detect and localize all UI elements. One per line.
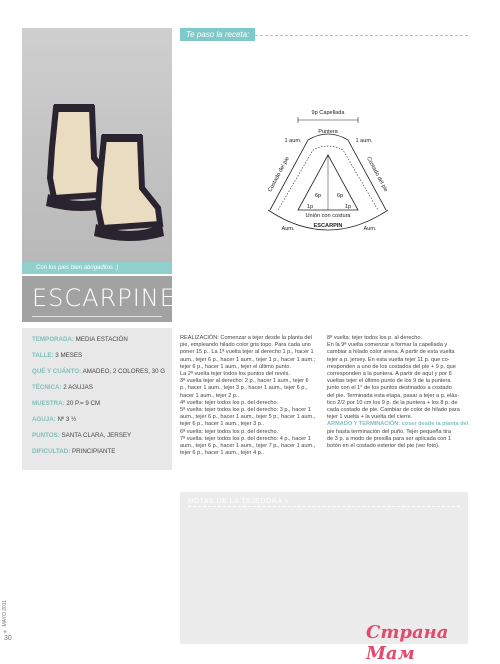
- label-union: Unión con costura: [305, 213, 351, 219]
- label-capellada: 9p Capellada: [311, 110, 345, 116]
- text-line: vueltas tejer el último punto de los 9 de la puntera: [327, 378, 451, 385]
- label-aum-left: 1 aum.: [284, 138, 302, 144]
- text-line: pie hasta terminación del puño. Tejer pequeña tira: [327, 428, 451, 435]
- text-line: REALIZACIÓN: Comenzar a tejer desde la planta del: [180, 335, 312, 341]
- text-line: 6ª vuelta: tejer todos los p. del derecho.: [180, 428, 279, 435]
- notes-title: NOTAS DE LA TEJEDORA »: [188, 498, 289, 505]
- label-aum-bottom-right: Aum.: [363, 226, 377, 232]
- booties-photo: [22, 28, 172, 268]
- text-line: aum., tejer 6 p., hacer 1 aum., tejer 7 p., hacer 1 aum.,: [180, 443, 316, 450]
- watermark-text: Страна Мам: [366, 622, 449, 664]
- text-line: aum., tejer 6 p., hacer 1 aum., tejer 1 p., hacer 1 aum.;: [180, 356, 316, 363]
- label-aum-bottom-left: Aum.: [281, 226, 295, 232]
- text-line: cada costado de pie. Cambiar de color de hilado para: [327, 407, 460, 414]
- photo-caption: Con los pies bien abrigaditos :): [22, 262, 172, 274]
- notes-divider: [188, 506, 460, 507]
- instructions-column-1: [180, 335, 322, 457]
- text-line: botón en el costado exterior del pie (ver foto).: [327, 443, 440, 450]
- text-line: cambiar a hilado color arena. A partir de esta vuelta: [327, 349, 455, 356]
- spec-row: DIFICULTAD: PRINCIPIANTE: [32, 448, 116, 455]
- text-line: tejer 6 p., hacer 1 aum., tejer 3 p..: [180, 421, 264, 428]
- text-line: tejer a p. jersey. En esta vuelta tejer 11 p. que co-: [327, 356, 450, 363]
- header-tab: Te paso la receta:: [180, 28, 255, 41]
- text-line: corresponden a la puntera. A partir de aquí y por 6: [327, 371, 452, 378]
- pattern-diagram: [258, 100, 398, 240]
- booties-illustration: [22, 28, 172, 268]
- page-title: ESCARPINES: [32, 284, 193, 312]
- label-one-right: 1p: [344, 204, 352, 210]
- title-bar: [22, 276, 193, 322]
- label-escarpin: ESCARPIN: [313, 223, 343, 229]
- issue-date: ✈ MAYO 2011: [2, 600, 8, 634]
- spec-row: MUESTRA: 20 P.= 9 CM: [32, 400, 101, 407]
- text-line: del pie. Terminada esta etapa, pasar a tejer a p. elás-: [327, 392, 460, 399]
- text-line: poner 15 p.. La 1ª vuelta tejer al derecho 1 p., hacer 1: [180, 349, 314, 356]
- text-line: 3ª vuelta tejer al derecho: 2 p., hacer 1 aum., tejer 6: [180, 378, 309, 385]
- label-six-left: 6p: [314, 193, 322, 199]
- text-line: 5ª vuelta: tejer todos los p. del derecho: 3 p., hacer 1: [180, 407, 311, 414]
- text-line: tejer 6 p., hacer 1 aum., tejer el último punto.: [180, 363, 292, 370]
- text-line: 8ª vuelta: tejer todos los p. al derecho.: [327, 335, 423, 341]
- text-line: p., hacer 1 aum., tejer 3 p., hacer 1 aum., tejer 6 p.,: [180, 385, 308, 392]
- label-six-right: 6p: [336, 193, 344, 199]
- watermark: [360, 618, 500, 664]
- text-line: tejer 1 vuelta + la vuelta del cierre.: [327, 414, 413, 421]
- spec-row: TALLE: 3 MESES: [32, 352, 83, 359]
- label-one-left: 1p: [306, 204, 314, 210]
- text-line: de 3 p. a modo de presilla para ser aplicada con 1: [327, 435, 452, 442]
- spec-row: AGUJA: Nº 3 ½: [32, 416, 77, 423]
- instructions-column-2: [327, 335, 469, 450]
- text-line: rresponden a uno de los costados del pie + 9 p. que: [327, 363, 456, 370]
- label-costado-right: Costado del pie: [365, 155, 389, 194]
- label-aum-right: 1 aum.: [355, 138, 373, 144]
- text-line: junto con el 1° de los puntos destinados a costado: [327, 385, 452, 392]
- specs-panel: [22, 328, 172, 470]
- label-costado-left: Costado del pie: [267, 155, 291, 194]
- text-line: aum., tejer 6 p., hacer 1 aum., tejer 5 p., hacer 1 aum.,: [180, 414, 316, 421]
- text-line: tejer 6 p., hacer 1 aum., tejer 4 p..: [180, 450, 264, 457]
- text-line: ARMADO Y TERMINACIÓN: coser desde la planta del: [327, 421, 469, 428]
- spec-row: TEMPORADA: MEDIA ESTACIÓN: [32, 336, 128, 343]
- title-underline: [32, 316, 162, 317]
- text-line: 4ª vuelta: tejer todos los p. del derecho.: [180, 399, 279, 406]
- text-line: 7ª vuelta: tejer todos los p. del derecho: 4 p., hacer 1: [180, 435, 311, 442]
- text-line: hacer 1 aum., tejer 2 p..: [180, 392, 240, 399]
- text-line: La 2ª vuelta tejer todos los puntos del revés.: [180, 371, 290, 378]
- label-puntera: Puntera: [318, 129, 338, 135]
- spec-row: TÉCNICA: 2 AGUJAS: [32, 384, 93, 391]
- page-number: 30: [4, 635, 12, 642]
- text-line: pie, empleando hilado color gris topo. Para cada uno: [180, 342, 311, 349]
- spec-row: PUNTOS: SANTA CLARA, JERSEY: [32, 432, 132, 439]
- spec-row: QUÉ Y CUÁNTO: AMADEO, 2 COLORES, 30 G: [32, 368, 166, 375]
- text-line: tico 2/2 por 10 cm los 9 p. de la puntera + los 8 p. de: [327, 399, 458, 406]
- text-line: En la 9ª vuelta comenzar a formar la capellada y: [327, 342, 448, 349]
